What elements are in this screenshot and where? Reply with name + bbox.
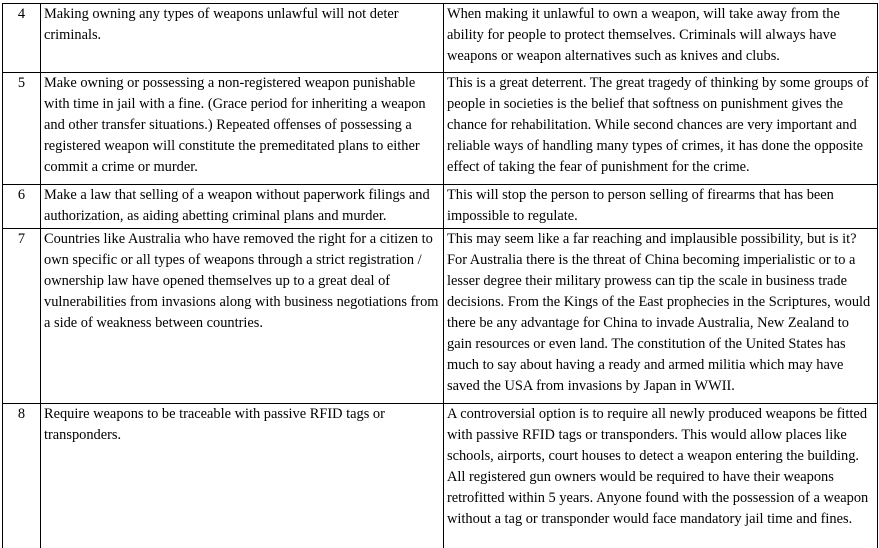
comment-cell: This may seem like a far reaching and implausible possibility, but is it? For Australia there is the threat of China becoming imperialistic or to a lesser degree their military prowess can tip the scale in business trade decisions. From the Kings of the East prophecies in the Scriptures, would there be any advantage for China to invade Australia, New Zealand to gain resources or even land. The constitution of the United States has much to say about having a ready and armed militia which may have saved the USA from invasions by Japan in WWII.: [444, 229, 878, 404]
comment-cell: When making it unlawful to own a weapon, will take away from the ability for people to protect themselves. Criminals will always have weapons or weapon alternatives such as knives and clubs.: [444, 4, 878, 73]
proposal-cell: Make owning or possessing a non-registered weapon punishable with time in jail with a fine. (Grace period for inheriting a weapon and other transfer situations.) Repeated offenses of possessing a registered weapon will constitute the premeditated plans to either commit a crime or murder.: [41, 73, 444, 185]
row-number: 6: [3, 185, 41, 229]
proposal-cell: Countries like Australia who have removed the right for a citizen to own specific or all types of weapons through a strict registration / ownership law have opened themselves up to a great deal of vulnerabilities from invasions along with business negotiations from a side of weakness between countries.: [41, 229, 444, 404]
table-row: [3, 185, 878, 229]
proposals-table: [2, 3, 878, 548]
comment-cell: A controversial option is to require all newly produced weapons be fitted with passive RFID tags or transponders. This would allow places like schools, airports, court houses to detect a weapon entering the building. All registered gun owners would be required to have their weapons retrofitted within 5 years. Anyone found with the possession of a weapon without a tag or transponder would face mandatory jail time and fines.: [444, 404, 878, 548]
proposal-cell: Making owning any types of weapons unlawful will not deter criminals.: [41, 4, 444, 73]
row-number: 5: [3, 73, 41, 185]
proposal-cell: Make a law that selling of a weapon without paperwork filings and authorization, as aiding abetting criminal plans and murder.: [41, 185, 444, 229]
table-row: [3, 4, 878, 73]
table-row: [3, 229, 878, 404]
row-number: 8: [3, 404, 41, 548]
table-row: [3, 73, 878, 185]
row-number: 7: [3, 229, 41, 404]
comment-cell: This is a great deterrent. The great tragedy of thinking by some groups of people in societies is the belief that softness on punishment gives the chance for rehabilitation. While second chances are very important and reliable ways of handling many types of crimes, it has done the opposite effect of taking the fear of punishment for the crime.: [444, 73, 878, 185]
comment-cell: This will stop the person to person selling of firearms that has been impossible to regulate.: [444, 185, 878, 229]
row-number: 4: [3, 4, 41, 73]
page-top-edge: [0, 0, 879, 3]
proposal-cell: Require weapons to be traceable with passive RFID tags or transponders.: [41, 404, 444, 548]
table-row: [3, 404, 878, 548]
